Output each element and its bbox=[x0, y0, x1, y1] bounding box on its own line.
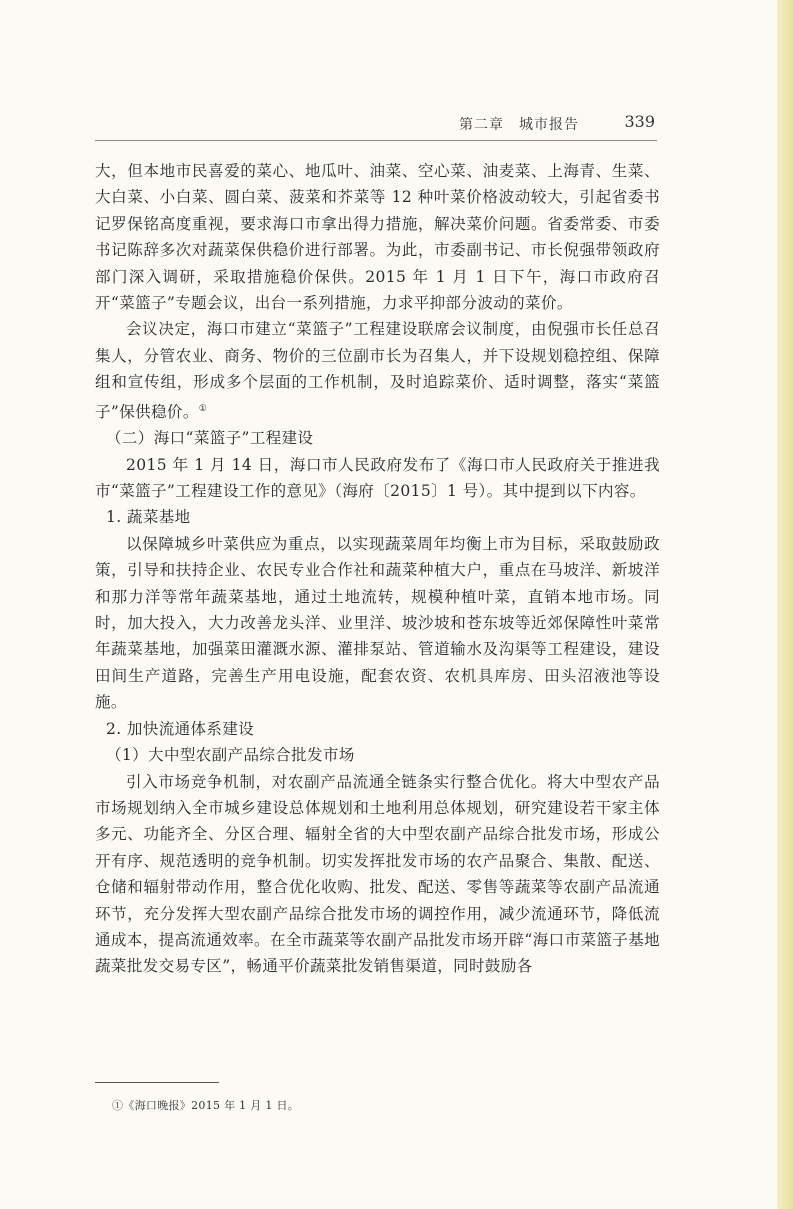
paragraph: 2015 年 1 月 14 日，海口市人民政府发布了《海口市人民政府关于推进我市“菜篮子”工程建设工作的意见》（海府〔2015〕1 号）。其中提到以下内容。 bbox=[95, 455, 660, 501]
footnote-divider bbox=[95, 1082, 219, 1083]
footnote-marker: ① bbox=[198, 403, 208, 414]
running-header bbox=[95, 112, 657, 141]
paragraph: 大，但本地市民喜爱的菜心、地瓜叶、油菜、空心菜、油麦菜、上海青、生菜、大白菜、小白菜、圆白菜、菠菜和芥菜等 12 种叶菜价格波动较大，引起省委书记罗保铭高度重视，要求海口市拿出得力措施，解决菜价问题。省委常委、市委书记陈辞多次对蔬菜保供稳价进行部署。为此，市委副书记、市长倪强带领政府部门深入调研，采取措施稳价保供。2015 年 1 月 1 日下午，海口市政府召开“菜篮子”专题会议，出台一系列措施，力求平抑部分波动的菜价。 bbox=[95, 162, 660, 313]
page-edge bbox=[777, 0, 793, 1209]
subsection-heading: 2. 加快流通体系建设 bbox=[106, 719, 255, 738]
paragraph: 引入市场竞争机制，对农副产品流通全链条实行整合优化。将大中型农产品市场规划纳入全市城乡建设总体规划和土地利用总体规划，研究建设若干家主体多元、功能齐全、分区合理、辐射全省的大中型农副产品综合批发市场，形成公开有序、规范透明的竞争机制。切实发挥批发市场的农产品聚合、集散、配送、仓储和辐射带动作用，整合优化收购、批发、配送、零售等蔬菜等农副产品流通环节，充分发挥大型农副产品综合批发市场的调控作用，减少流通环节，降低流通成本，提高流通效率。在全市蔬菜等农副产品批发市场开辟“海口市菜篮子基地蔬菜批发交易专区”，畅通平价蔬菜批发销售渠道，同时鼓励各 bbox=[95, 772, 660, 976]
page-number: 339 bbox=[624, 112, 655, 131]
section-heading: （二）海口“菜篮子”工程建设 bbox=[106, 429, 314, 448]
paragraph: 以保障城乡叶菜供应为重点，以实现蔬菜周年均衡上市为目标，采取鼓励政策，引导和扶持企业、农民专业合作社和蔬菜种植大户，重点在马坡洋、新坡洋和那力洋等常年蔬菜基地，通过土地流转，规模种植叶菜，直销本地市场。同时，加大投入，大力改善龙头洋、业里洋、坡沙坡和苍东坡等近郊保障性叶菜常年蔬菜基地，加强菜田灌溉水源、灌排泵站、管道输水及沟渠等工程建设，建设田间生产道路，完善生产用电设施，配套农资、农机具库房、田头沼液池等设施。 bbox=[95, 534, 660, 712]
subsubsection-heading: （1）大中型农副产品综合批发市场 bbox=[106, 746, 355, 765]
footnote: ①《海口晚报》2015 年 1 月 1 日。 bbox=[112, 1099, 300, 1112]
paragraph-text: 会议决定，海口市建立“菜篮子”工程建设联席会议制度，由倪强市长任总召集人，分管农业、商务、物价的三位副市长为召集人，并下设规划稳控组、保障组和宣传组，形成多个层面的工作机制，及时追踪菜价、适时调整，落实“菜篮子”保供稳价。 bbox=[95, 320, 660, 421]
paragraph bbox=[95, 316, 660, 425]
chapter-title: 第二章 城市报告 bbox=[459, 117, 579, 133]
subsection-heading: 1. 蔬菜基地 bbox=[106, 508, 191, 527]
body-text bbox=[95, 158, 660, 980]
